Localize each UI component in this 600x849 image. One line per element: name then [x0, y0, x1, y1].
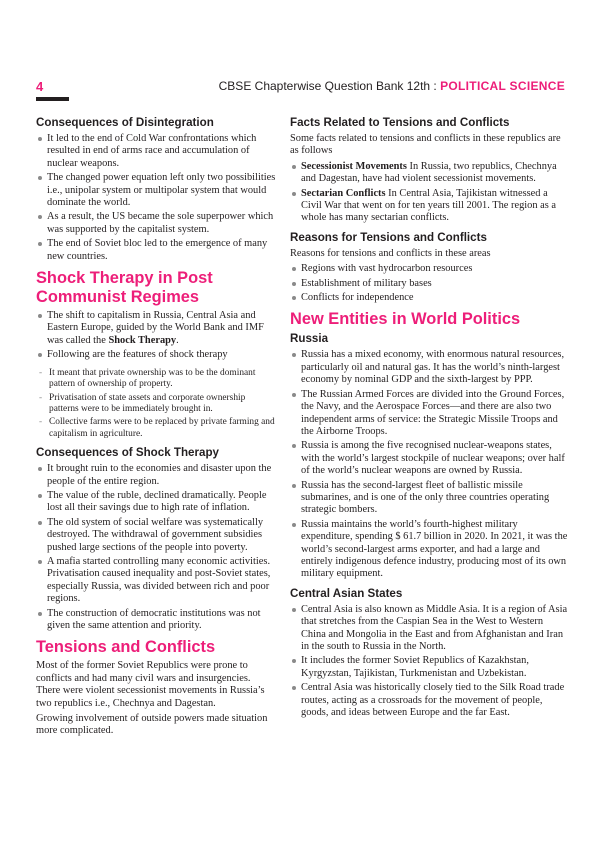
list-item: Central Asia was historically closely tied to the Silk Road trade routes, acting as a crossroads for the movement of people, goods, and ideas between Europe and the far East. [290, 682, 570, 719]
shock-therapy-intro-text: The shift to capitalism in Russia, Central Asia and Eastern Europe, guided by the World Bank and IMF was called the [47, 310, 264, 346]
list-item: The changed power equation left only two possibilities i.e., unipolar system or multipolar system that would dominate the world. [36, 172, 276, 209]
sub-list-item: - It meant that private ownership was to be the dominant pattern of ownership of property. [36, 368, 276, 391]
subject-label: POLITICAL SCIENCE [440, 79, 565, 93]
list-item: The Russian Armed Forces are divided into the Ground Forces, the Navy, and the Aerospace Forces—and there are also two independent arms of service: the Strategic Missile Troops and the Airborne Troops. [290, 389, 570, 439]
list-item: It brought ruin to the economies and disaster upon the people of the entire region. [36, 463, 276, 488]
reasons-list [290, 263, 570, 304]
central-asia-list [290, 604, 570, 720]
heading-tensions-conflicts: Tensions and Conflicts [36, 638, 216, 657]
russia-list [290, 349, 570, 580]
tensions-paragraph-2: Growing involvement of outside powers made situation more complicated. [36, 713, 268, 737]
heading-new-entities: New Entities in World Politics [290, 310, 521, 329]
list-item: Following are the features of shock therapy [36, 349, 276, 361]
facts-intro: Some facts related to tensions and conflicts in these republics are as follows [290, 133, 561, 157]
list-item: Regions with vast hydrocarbon resources [290, 263, 570, 275]
list-item: Establishment of military bases [290, 278, 570, 290]
list-item: Russia has a mixed economy, with enormous natural resources, particularly oil and natural gas. It has the world’s ninth-largest economy by nominal GDP and the sixth-largest by PPP. [290, 349, 570, 386]
heading-facts: Facts Related to Tensions and Conflicts [290, 116, 510, 129]
list-item: Russia is among the five recognised nuclear-weapons states, with the world’s largest stockpile of nuclear weapons; over half of the world’s nuclear weapons are owned by Russia. [290, 440, 570, 477]
list-item: The value of the ruble, declined dramatically. People lost all their savings due to high rate of inflation. [36, 490, 276, 515]
list-item [36, 310, 276, 347]
heading-reasons: Reasons for Tensions and Conflicts [290, 230, 487, 244]
facts-list [290, 161, 570, 225]
consequences-shock-list [36, 463, 276, 632]
right-column [290, 116, 570, 725]
reasons-intro: Reasons for tensions and conflicts in these areas [290, 247, 491, 259]
shock-therapy-term: Shock Therapy [108, 334, 177, 346]
term-sectarian: Sectarian Conflicts [301, 187, 386, 199]
heading-consequences-shock: Consequences of Shock Therapy [36, 446, 219, 460]
left-column [36, 116, 276, 741]
list-item: As a result, the US became the sole superpower which was supported by the capitalist system. [36, 211, 276, 236]
shock-therapy-list [36, 310, 276, 362]
secessionist-text: In Russia, two republics, Chechnya and Dagestan, have had violent secessionist movements. [301, 160, 557, 185]
page-number-underline [36, 97, 69, 101]
heading-consequences-disintegration: Consequences of Disintegration [36, 116, 214, 129]
list-item [290, 188, 570, 225]
consequences-disintegration-list [36, 133, 276, 263]
list-item: A mafia started controlling many economic activities. Privatisation caused inequality and post-Soviet states, especially Russia, was divided between rich and poor regions. [36, 556, 276, 606]
list-item: The old system of social welfare was systematically destroyed. The withdrawal of government subsidies pushed large sections of the people into poverty. [36, 517, 276, 554]
list-item: Russia has the second-largest fleet of ballistic missile submarines, and is one of the only three countries operating strategic bombers. [290, 480, 570, 517]
list-item: Russia maintains the world’s fourth-highest military expenditure, spending $ 61.7 billion in 2020. In 2021, it was the world’s second-largest arms exporter, and had a large and entirely indigenous defence industry, producing most of its own military equipment. [290, 519, 570, 581]
list-item: It includes the former Soviet Republics of Kazakhstan, Kyrgyzstan, Tajikistan, Turkmenistan and Uzbekistan. [290, 655, 570, 680]
page-header [0, 0, 600, 100]
sectarian-text: In Central Asia, Tajikistan witnessed a Civil War that went on for ten years till 2001. The region as a whole has many sectarian conflicts. [301, 187, 557, 224]
sub-list-item: - Privatisation of state assets and corporate ownership patterns were to be immediately brought in. [36, 393, 276, 416]
heading-shock-therapy: Shock Therapy in Post Communist Regimes [36, 269, 213, 307]
shock-therapy-features-list [36, 368, 276, 440]
list-item: The end of Soviet bloc led to the emergence of many new countries. [36, 238, 276, 263]
list-item: Central Asia is also known as Middle Asia. It is a region of Asia that stretches from the Caspian Sea in the West to Western China and Mongolia in the East and from Afghanistan and Iran in the south to Russia in the North. [290, 604, 570, 654]
term-secessionist: Secessionist Movements [301, 160, 407, 172]
page-number: 4 [36, 79, 44, 94]
heading-russia: Russia [290, 332, 329, 346]
book-title: CBSE Chapterwise Question Bank 12th : [218, 79, 437, 93]
sub-list-item: - Collective farms were to be replaced by private farming and capitalism in agriculture. [36, 417, 276, 440]
shock-therapy-intro-end: . [176, 334, 179, 346]
running-title [219, 79, 565, 93]
heading-central-asia: Central Asian States [290, 586, 403, 600]
list-item [290, 161, 570, 186]
tensions-paragraph-1: Most of the former Soviet Republics were prone to conflicts and had many civil wars and insurgencies. There were violent secessionist movements in Russia’s two republics i.e., Chechnya and Dagestan. [36, 660, 265, 709]
list-item: Conflicts for independence [290, 292, 570, 304]
list-item: It led to the end of Cold War confrontations which resulted in end of arms race and accumulation of nuclear weapons. [36, 133, 276, 170]
list-item: The construction of democratic institutions was not given the same attention and priority. [36, 608, 276, 633]
